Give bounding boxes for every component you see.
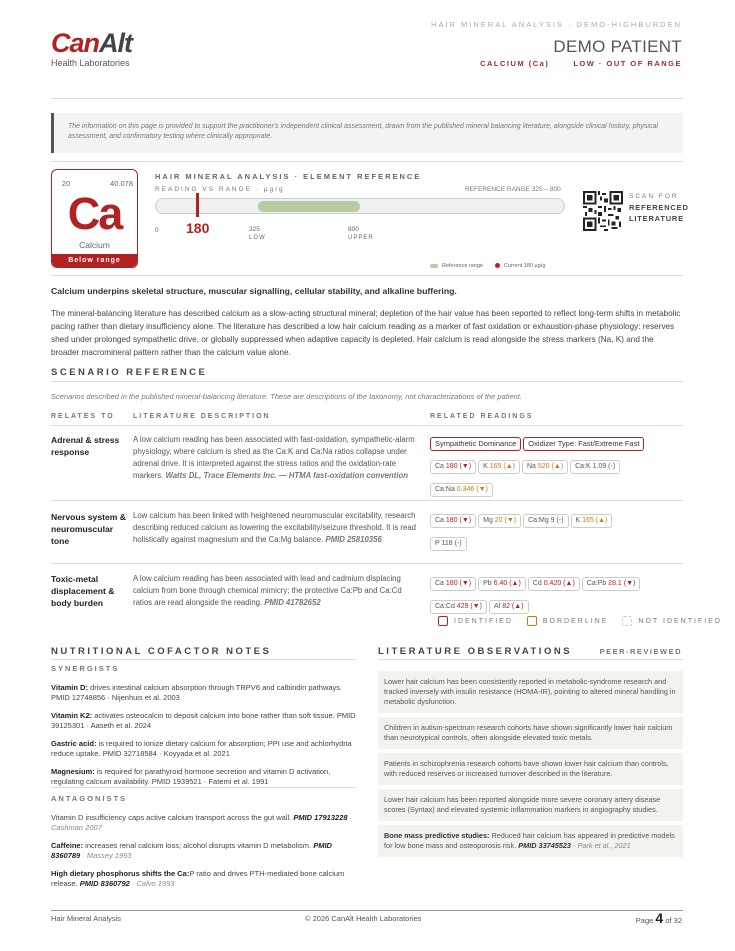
antagonists-list (51, 813, 356, 897)
antagonist-pmid: PMID 8360792 (79, 879, 130, 888)
row-citation: Watts DL, Trace Elements Inc. — HTMA fast-oxidation convention (165, 471, 408, 480)
tick-low (249, 226, 266, 242)
element-name: Calcium (79, 240, 110, 250)
synergist-name: Gastric acid: (51, 739, 97, 748)
literature-item (378, 825, 683, 857)
page-number: 4 (655, 910, 664, 926)
literature-item: Lower hair calcium has been consistently reported in metabolic-syndrome research and tracked inversely with insulin resistance (HOMA-IR), pointing to altered mineral handling in metabolic dysfunction. (378, 671, 683, 713)
antagonist-pmid: PMID 17913228 (293, 813, 348, 822)
peer-reviewed-tag: PEER-REVIEWED (599, 647, 682, 656)
tick-current-value: 180 (186, 220, 210, 236)
row-desc-text: A low calcium reading has been associated with fast-oxidation, sympathetic-alarm physiology, where calcium is shed as the Ca:K and Ca:Na ratios collapse under adrenal drive. It is interpreted against the stress ratios and the oxidation-rate markers. (133, 435, 415, 480)
divider (51, 563, 683, 564)
tick-upper (348, 226, 374, 242)
key-identified: IDENTIFIED (454, 617, 513, 625)
scenario-row-title: Adrenal & stress response (51, 435, 120, 457)
divider (51, 425, 683, 426)
scenario-row-title: Toxic-metal displacement & body burden (51, 574, 115, 608)
row-desc-text: Low calcium has been linked with heightened neuromuscular excitability, research describing reduced calcium as lowering the excitability/seizure threshold. It is read holistically against magnesium and the Ca:Mg balance. (133, 511, 416, 544)
divider (378, 659, 683, 660)
element-description: The mineral-balancing literature has described calcium as a slow-acting structural mineral; depletion of the hair value has been reported to reflect long-term shifts in metabolic pacing rather than dietary insufficiency alone. The literature has described a low hair calcium reading as a marker of fast oxidation or exhaustion-phase physiology: reserves shed under prolonged sympathetic drive, or globally suppressed when adaptive capacity is depleted. Hair calcium is read alongside the stress markers (Na, K) and the broader macromineral pattern rather than the calcium value alone. (51, 309, 681, 357)
literature-heading: LITERATURE OBSERVATIONS (378, 646, 573, 657)
synergists-list (51, 683, 356, 795)
scenario-heading: SCENARIO REFERENCE (51, 367, 208, 378)
row-citation: PMID 25810356 (325, 535, 382, 544)
row-desc-text: A low calcium reading has been associated with lead and cadmium displacing calcium from bone through chemical mimicry; the protective Ca:Pb and Ca:Cd ratios are read alongside the reading. (133, 574, 402, 607)
scenario-row-description (133, 573, 418, 609)
row-citation: PMID 41782652 (264, 598, 321, 607)
divider (51, 275, 683, 276)
footer-pagination (636, 910, 682, 926)
scan-line-1: SCAN FOR (629, 193, 679, 200)
antagonist-ref: · Massey 1993 (80, 851, 132, 860)
divider (51, 381, 683, 382)
scan-line-2: REFERENCED (629, 203, 689, 212)
range-track (155, 198, 565, 214)
logo-text-can: Can (51, 28, 100, 58)
literature-item: Patients in schizophrenia research cohorts have shown lower hair calcium than controls, with reduced reserves or increased turnover described in the literature. (378, 753, 683, 785)
literature-item: Lower hair calcium has been reported alongside more severe coronary artery disease scores (Syntax) and elevated systemic inflammation markers in angiography studies. (378, 789, 683, 821)
synergist-text: is required for parathyroid hormone secretion and vitamin D activation, regulating calcium availability. PMID 1939521 · Fatemi et al. 1991 (51, 767, 331, 786)
reading-chip: P 118 (-) (430, 537, 467, 551)
atomic-mass: 40.078 (110, 179, 133, 188)
literature-item-bold: Bone mass predictive studies: (384, 831, 490, 840)
reading-chip: Ca:Cd 429 (▼) (430, 600, 487, 614)
antagonist-name: High dietary phosphorus shifts the Ca: (51, 869, 190, 878)
scenario-row-description (133, 510, 418, 546)
antagonist-text: increases renal calcium loss; alcohol disrupts vitamin D metabolism. (83, 841, 314, 850)
footer-copyright: © 2026 CanAlt Health Laboratories (305, 914, 422, 923)
footer-divider (51, 910, 683, 911)
scenario-note: Scenarios described in the published mineral-balancing literature. These are descriptions of the taxonomy, not characterizations of the patient. (51, 392, 522, 401)
logo-subtitle: Health Laboratories (51, 58, 130, 68)
element-reference-title: HAIR MINERAL ANALYSIS · ELEMENT REFERENCE (155, 172, 422, 181)
reading-vs-range-label: READING VS RANGE · µg/g (155, 186, 285, 193)
status-label: LOW · OUT OF RANGE (573, 59, 682, 68)
col-literature-description: LITERATURE DESCRIPTION (133, 413, 271, 420)
antagonist-ref: · Calvo 1993 (129, 879, 175, 888)
reading-chip: Ca 180 (▼) (430, 514, 476, 528)
antagonist-item (51, 841, 356, 861)
qr-code-icon[interactable] (583, 191, 623, 231)
synergist-item (51, 683, 356, 703)
key-not-identified: NOT IDENTIFIED (638, 617, 722, 625)
legend-range-label: Reference range (442, 263, 483, 269)
pattern-chip-identified: Oxidizer Type: Fast/Extreme Fast (523, 437, 644, 451)
antagonist-text: Vitamin D insufficiency caps active calcium transport across the gut wall. (51, 813, 294, 822)
synergist-name: Vitamin D: (51, 683, 88, 692)
related-readings (430, 433, 680, 501)
divider (51, 787, 356, 788)
report-subtitle: HAIR MINERAL ANALYSIS · DEMO-HIGHBURDEN (431, 20, 682, 29)
antagonist-item (51, 813, 356, 833)
company-logo (51, 30, 132, 68)
reading-chip: Na 520 (▲) (522, 460, 568, 474)
synergist-name: Vitamin K2: (51, 711, 93, 720)
key-not-identified-swatch (622, 616, 632, 626)
synergist-text: is required to ionize dietary calcium for absorption; PPI use and achlorhydria reduce uptake. PMID 32718584 · Koyyada et al. 2021 (51, 739, 352, 758)
pattern-chip-identified: Sympathetic Dominance (430, 437, 521, 451)
atomic-number: 20 (62, 179, 71, 188)
reading-chip: Ca:Na 0.346 (▼) (430, 483, 493, 497)
tick-low-label: LOW (249, 235, 266, 241)
synergist-name: Magnesium: (51, 767, 95, 776)
reference-range-fill (258, 201, 360, 212)
page-total: of 32 (665, 916, 682, 925)
related-readings (430, 509, 680, 555)
footer-left: Hair Mineral Analysis (51, 914, 122, 923)
col-related-readings: RELATED READINGS (430, 413, 534, 420)
synergist-item (51, 767, 356, 787)
element-label: CALCIUM (Ca) (480, 59, 550, 68)
divider (51, 161, 683, 162)
key-borderline: BORDERLINE (542, 617, 609, 625)
synergist-item (51, 711, 356, 731)
scenario-row-description (133, 434, 418, 482)
reading-chip: K 165 (▲) (571, 514, 613, 528)
element-symbol: Ca (67, 188, 122, 239)
legend-current-dot (495, 263, 500, 268)
scan-line-3: LITERATURE (629, 214, 684, 223)
cofactor-heading: NUTRITIONAL COFACTOR NOTES (51, 646, 272, 657)
current-reading-marker (196, 193, 199, 217)
antagonist-name: Caffeine: (51, 841, 84, 850)
reference-range-label: REFERENCE RANGE 325 – 800 (465, 186, 561, 193)
related-readings (430, 572, 680, 618)
reading-chip: Pb 6.40 (▲) (478, 577, 526, 591)
literature-item: Children in autism-spectrum research cohorts have shown significantly lower hair calcium than neurotypical controls, often alongside elevated toxic metals. (378, 717, 683, 749)
reading-chip: Mg 20 (▼) (478, 514, 521, 528)
reading-chip: Ca:K 1.09 (-) (570, 460, 620, 474)
key-borderline-swatch (527, 616, 537, 626)
chip-key (438, 616, 722, 626)
literature-item-ref: · Park et al., 2021 (571, 841, 631, 850)
legend-current-label: Current 180 µg/g (503, 263, 546, 269)
tick-upper-value: 800 (348, 226, 359, 233)
tick-zero: 0 (155, 227, 159, 234)
synergist-item (51, 739, 356, 759)
antagonist-ref: · Cashman 2007 (51, 813, 353, 832)
range-legend (430, 263, 545, 269)
reading-chip: Ca:Pb 28.1 (▼) (582, 577, 641, 591)
scenario-row-title: Nervous system & neuromuscular tone (51, 512, 126, 546)
reading-chip: Ca 180 (▼) (430, 577, 476, 591)
range-status-badge: Below range (52, 254, 137, 267)
antagonists-label: ANTAGONISTS (51, 794, 128, 803)
divider (51, 98, 683, 99)
literature-item-pmid: PMID 33745523 (518, 841, 571, 850)
reading-chip: Ca 180 (▼) (430, 460, 476, 474)
key-identified-swatch (438, 616, 448, 626)
legend-range-swatch (430, 264, 438, 268)
synergist-text: drives intestinal calcium absorption through TRPV6 and calbindin pathways. PMID 12748856 · Nijenhuis et al. 2003 (51, 683, 343, 702)
col-relates-to: RELATES TO (51, 413, 115, 420)
divider (51, 500, 683, 501)
tick-low-value: 325 (249, 226, 260, 233)
reading-chip: Ca:Mg 9 (-) (523, 514, 568, 528)
lede-statement: Calcium underpins skeletal structure, muscular signalling, cellular stability, and alkaline buffering. (51, 286, 457, 296)
synergist-text: activates osteocalcin to deposit calcium into bone rather than soft tissue. PMID 39125301 · Aaseth et al. 2024 (51, 711, 356, 730)
element-tile (51, 169, 138, 268)
page-prefix: Page (635, 916, 654, 925)
reading-chip: Cd 0.420 (▲) (528, 577, 580, 591)
element-status-line (468, 59, 682, 68)
divider (51, 659, 356, 660)
antagonist-item (51, 869, 356, 889)
patient-name: DEMO PATIENT (553, 37, 682, 56)
tick-upper-label: UPPER (348, 235, 374, 241)
literature-item-text: Reduced hair calcium has appeared in predictive models for low bone mass and osteoporosis risk. (384, 831, 675, 850)
reading-chip: K 165 (▲) (478, 460, 520, 474)
scan-caption (629, 191, 689, 224)
literature-list (378, 671, 683, 861)
antagonist-pmid: PMID 8360789 (51, 841, 332, 860)
synergists-label: SYNERGISTS (51, 664, 120, 673)
logo-text-alt: Alt (99, 28, 133, 58)
antagonist-text: P ratio and drives PTH-mediated bone calcium release. (51, 869, 345, 888)
disclaimer-notice: The information on this page is provided to support the practitioner's independent clinical assessment, drawn from the published mineral balancing literature, alongside clinical history, physical assessment, and confirmatory testing where clinically appropriate. (51, 113, 683, 153)
reading-chip: Al 82 (▲) (489, 600, 529, 614)
